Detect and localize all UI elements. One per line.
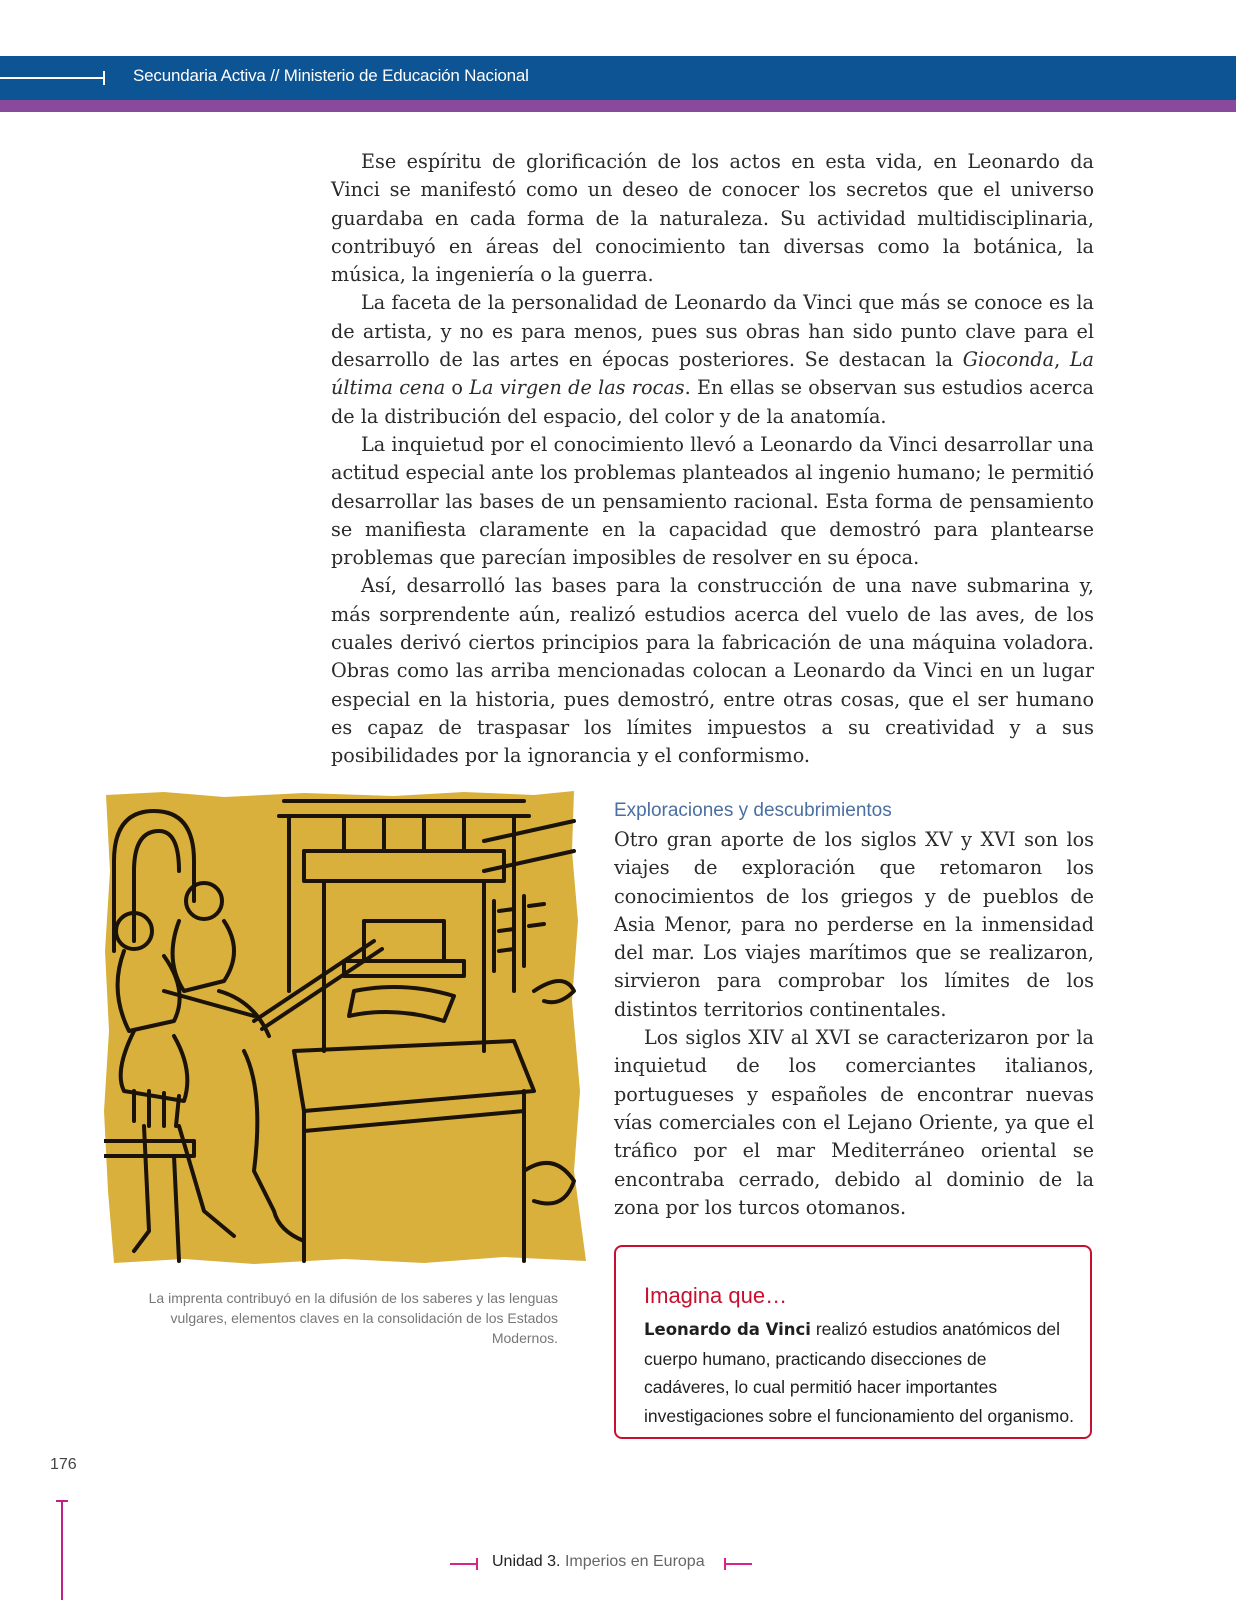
printing-press-illustration bbox=[104, 791, 586, 1265]
work-title-virgen-rocas: La virgen de las rocas bbox=[469, 376, 685, 400]
paragraph-faceta-artista bbox=[331, 289, 1094, 430]
figure-caption: La imprenta contribuyó en la difusión de los saberes y las lenguas vulgares, elementos claves en la consolidación de los Estados Modernos. bbox=[148, 1290, 558, 1346]
header-title: Secundaria Activa // Ministerio de Educación Nacional bbox=[133, 66, 529, 85]
header-rule-tick bbox=[103, 71, 105, 85]
paragraph-nave-submarina: Así, desarrolló las bases para la construcción de una nave submarina y, más sorprendente aún, realizó estudios acerca del vuelo de las aves, de los cuales derivó ciertos principios para la fabricación de una máquina voladora. Obras como las arriba mencionadas colocan a Leonardo da Vinci en un lugar especial en la historia, pues demostró, entre otras cosas, que el ser humano es capaz de traspasar los límites impuestos a su creatividad y a sus posibilidades por la ignorancia y el conformismo. bbox=[331, 574, 1094, 768]
paragraph-glorificacion: Ese espíritu de glorificación de los actos en esta vida, en Leonardo da Vinci se manifestó como un deseo de conocer los secretos que el universo guardaba en cada forma de la naturaleza. Su actividad multidisciplinaria, contribuyó en áreas del conocimiento tan diversas como la botánica, la música, la ingeniería o la guerra. bbox=[331, 150, 1094, 287]
text-span: o bbox=[445, 376, 470, 400]
footer-topic: Imperios en Europa bbox=[564, 1553, 705, 1570]
paragraph-viajes-exploracion: Otro gran aporte de los siglos XV y XVI son los viajes de exploración que retomaron los conocimientos de los griegos y de pueblos de Asia Menor, para no perderse en la inmensidad del mar. Los viajes marítimos que se realizaron, sirvieron para comprobar los límites de los distintos territorios continentales. bbox=[614, 828, 1094, 1021]
paragraph-comerciantes: Los siglos XIV al XVI se caracterizaron por la inquietud de los comerciantes italianos, portugueses y españoles de encontrar nuevas vías comerciales con el Lejano Oriente, ya que el tráfico por el mar Mediterráneo oriental se encontraba cerrado, debido al dominio de la zona por los turcos otomanos. bbox=[614, 1026, 1094, 1219]
work-title-gioconda: Gioconda bbox=[962, 348, 1055, 372]
section-body-text bbox=[614, 826, 1094, 1222]
imagina-que-callout bbox=[614, 1245, 1092, 1439]
header-accent-stripe bbox=[0, 100, 1236, 112]
work-title-ultima-cena: La última cena bbox=[331, 348, 1094, 400]
text-span: . En ellas se observan sus estudios acerca de la distribución del espacio, del color y de la anatomía. bbox=[331, 376, 1094, 428]
callout-body bbox=[644, 1315, 1074, 1430]
page-number: 176 bbox=[50, 1456, 77, 1473]
text-span: La faceta de la personalidad de Leonardo da Vinci que más se conoce es la de artista, y no es para menos, pues sus obras han sido punto clave para el desarrollo de las artes en épocas posteriores. Se destacan la bbox=[331, 291, 1094, 372]
header-rule bbox=[0, 77, 104, 79]
footer-left-bar bbox=[450, 1563, 478, 1565]
footer bbox=[450, 1552, 770, 1576]
footer-label bbox=[492, 1553, 705, 1571]
footer-right-bar bbox=[724, 1563, 752, 1565]
callout-text: realizó estudios anatómicos del cuerpo humano, practicando disecciones de cadáveres, lo cual permitió hacer importantes investigaciones sobre el funcionamiento del organismo. bbox=[644, 1319, 1074, 1426]
paragraph-inquietud: La inquietud por el conocimiento llevó a Leonardo da Vinci desarrollar una actitud especial ante los problemas planteados al ingenio humano; le permitió desarrollar las bases de un pensamiento racional. Esta forma de pensamiento se manifiesta claramente en la capacidad que demostró para plantearse problemas que parecían imposibles de resolver en su época. bbox=[331, 432, 1094, 570]
footer-unit: Unidad 3. bbox=[492, 1553, 561, 1570]
main-body-text bbox=[331, 148, 1094, 771]
callout-title: Imagina que… bbox=[644, 1283, 788, 1308]
callout-subject: Leonardo da Vinci bbox=[644, 1320, 811, 1339]
section-heading: Exploraciones y descubrimientos bbox=[614, 800, 892, 821]
margin-rule bbox=[61, 1501, 63, 1600]
text-span: , bbox=[1054, 348, 1070, 372]
